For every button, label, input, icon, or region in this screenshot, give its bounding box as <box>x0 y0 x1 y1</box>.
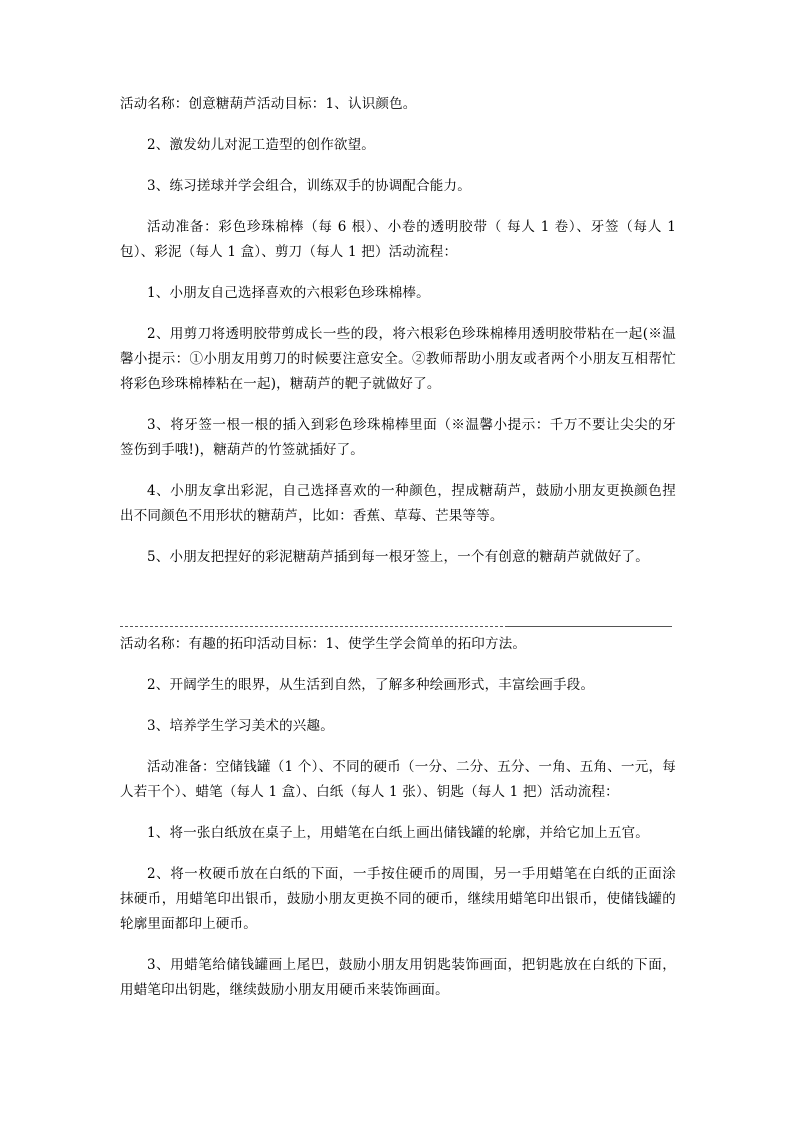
procedure-step: 1、将一张白纸放在桌子上，用蜡笔在白纸上画出储钱罐的轮廓，并给它加上五官。 <box>147 825 649 841</box>
materials-paragraph: 活动准备：空储钱罐（1 个）、不同的硬币（一分、二分、五分、一角、五角、一元，每人若干个）、蜡笔（每人 1 盒）、白纸（每人 1 张）、钥匙（每人 1 把）活动流程： <box>120 759 676 800</box>
divider-solid-part <box>508 626 672 627</box>
procedure-step: 2、用剪刀将透明胶带剪成长一些的段，将六根彩色珍珠棉棒用透明胶带粘在一起(※温馨小提示：①小朋友用剪刀的时候要注意安全。②教师帮助小朋友或者两个小朋友互相帮忙将彩色珍珠棉棒粘在一起)，糖葫芦的靶子就做好了。 <box>120 326 676 392</box>
section-divider <box>120 616 676 636</box>
activity-title-1: 活动名称：创意糖葫芦活动目标：1、认识颜色。 <box>120 96 417 112</box>
procedure-step: 3、用蜡笔给储钱罐画上尾巴，鼓励小朋友用钥匙装饰画面，把钥匙放在白纸的下面，用蜡笔印出钥匙，继续鼓励小朋友用硬币来装饰画面。 <box>120 957 676 998</box>
materials-paragraph: 活动准备：彩色珍珠棉棒（每 6 根）、小卷的透明胶带（ 每人 1 卷）、牙签（每人 1 包）、彩泥（每人 1 盒）、剪刀（每人 1 把）活动流程： <box>120 219 676 260</box>
procedure-step: 2、将一枚硬币放在白纸的下面，一手按住硬币的周围，另一手用蜡笔在白纸的正面涂抹硬币，用蜡笔印出银币，鼓励小朋友更换不同的硬币，继续用蜡笔印出银币，使储钱罐的轮廓里面都印上硬币。 <box>120 866 676 932</box>
goal-item: 2、激发幼儿对泥工造型的创作欲望。 <box>147 137 375 153</box>
divider-dashed-part <box>120 626 508 627</box>
goal-item: 3、培养学生学习美术的兴趣。 <box>147 718 334 734</box>
activity-title-2: 活动名称：有趣的拓印活动目标：1、使学生学会简单的拓印方法。 <box>120 636 527 652</box>
procedure-step: 1、小朋友自己选择喜欢的六根彩色珍珠棉棒。 <box>147 285 430 301</box>
goal-item: 2、开阔学生的眼界，从生活到自然，了解多种绘画形式，丰富绘画手段。 <box>147 677 595 693</box>
procedure-step: 4、小朋友拿出彩泥，自己选择喜欢的一种颜色，捏成糖葫芦，鼓励小朋友更换颜色捏出不同颜色不用形状的糖葫芦，比如：香蕉、草莓、芒果等等。 <box>120 483 676 524</box>
procedure-step: 5、小朋友把捏好的彩泥糖葫芦插到每一根牙签上，一个有创意的糖葫芦就做好了。 <box>147 549 649 565</box>
procedure-step: 3、将牙签一根一根的插入到彩色珍珠棉棒里面（※温馨小提示：千万不要让尖尖的牙签伤到手哦!)，糖葫芦的竹签就插好了。 <box>120 417 676 458</box>
goal-item: 3、练习搓球并学会组合，训练双手的协调配合能力。 <box>147 178 471 194</box>
document-page <box>120 92 676 1003</box>
